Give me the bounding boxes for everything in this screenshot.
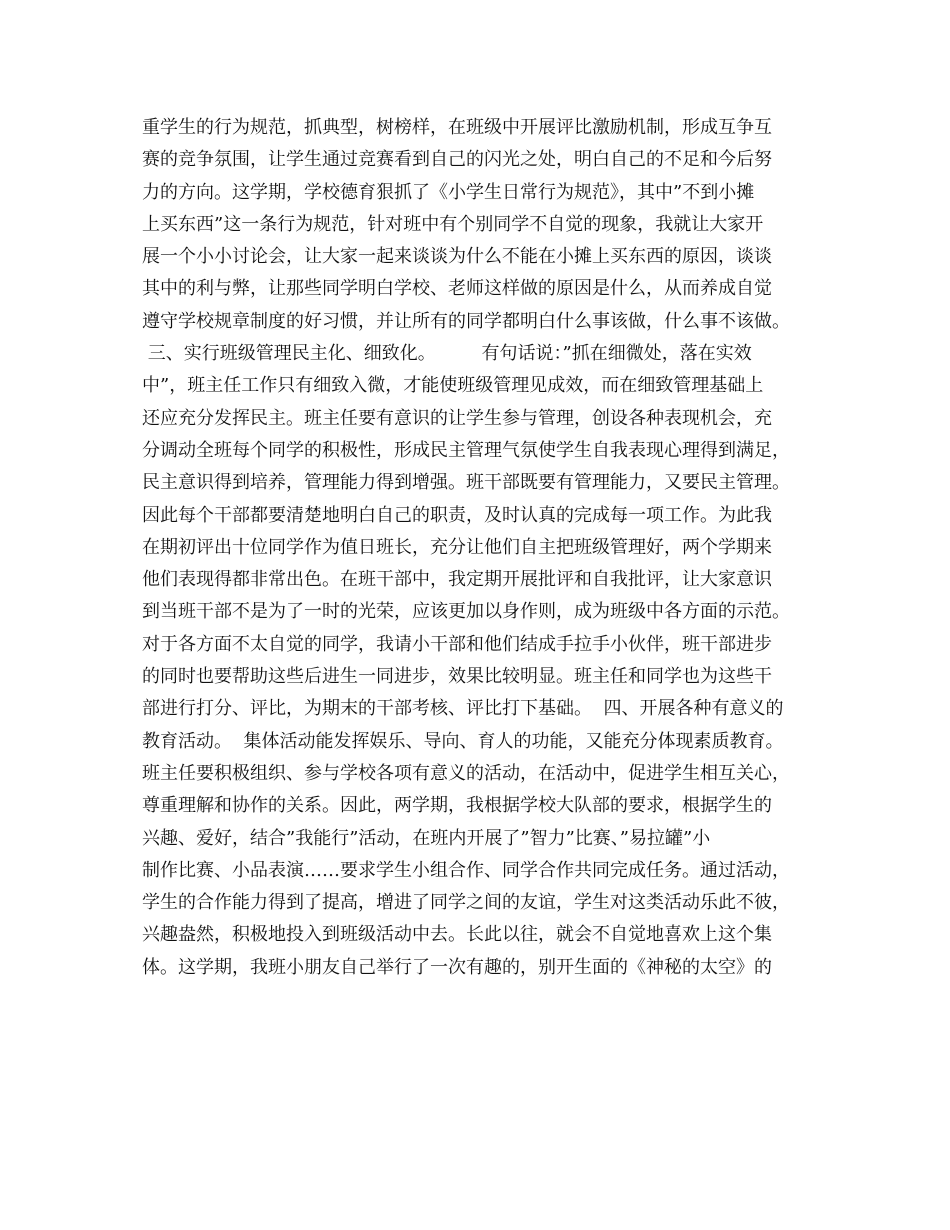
text-line: 教育活动。 集体活动能发挥娱乐、导向、育人的功能，又能充分体现素质教育。 [142, 730, 784, 752]
text-line: 体。这学期，我班小朋友自己举行了一次有趣的，别开生面的《神秘的太空》的 [142, 956, 772, 978]
text-line: 学生的合作能力得到了提高，增进了同学之间的友谊，学生对这类活动乐此不彼， [142, 892, 790, 914]
text-line: 力的方向。这学期，学校德育狠抓了《小学生日常行为规范》，其中”不到小摊 [142, 181, 755, 203]
text-line: 班主任要积极组织、参与学校各项有意义的活动，在活动中，促进学生相互关心， [142, 762, 790, 784]
text-line: 在期初评出十位同学作为值日班长，充分让他们自主把班级管理好，两个学期来 [142, 536, 772, 558]
section-heading-line: 部进行打分、评比，为期末的干部考核、评比打下基础。 四、开展各种有意义的 [142, 698, 784, 720]
text-line: 兴趣、爱好，结合”我能行”活动，在班内开展了”智力”比赛、”易拉罐”小 [142, 827, 711, 849]
text-line: 的同时也要帮助这些后进生一同进步，效果比较明显。班主任和同学也为这些干 [142, 666, 772, 688]
text-line: 其中的利与弊，让那些同学明白学校、老师这样做的原因是什么，从而养成自觉 [142, 278, 772, 300]
text-line: 他们表现得都非常出色。在班干部中，我定期开展批评和自我批评，让大家意识 [142, 569, 772, 591]
text-line: 展一个小小讨论会，让大家一起来谈谈为什么不能在小摊上买东西的原因，谈谈 [142, 246, 772, 268]
text-line: 兴趣盎然，积极地投入到班级活动中去。长此以往，就会不自觉地喜欢上这个集 [142, 924, 772, 946]
section-heading-line: 三、实行班级管理民主化、细致化。 有句话说：”抓在细微处，落在实效 [142, 343, 752, 365]
text-line: 遵守学校规章制度的好习惯，并让所有的同学都明白什么事该做，什么事不该做。 [142, 310, 790, 332]
text-line: 重学生的行为规范，抓典型，树榜样，在班级中开展评比激励机制，形成互争互 [142, 117, 772, 138]
text-line: 对于各方面不太自觉的同学，我请小干部和他们结成手拉手小伙伴，班干部进步 [142, 633, 772, 655]
text-line: 分调动全班每个同学的积极性，形成民主管理气氛使学生自我表现心理得到满足， [142, 439, 790, 461]
text-line: 尊重理解和协作的关系。因此，两学期，我根据学校大队部的要求，根据学生的 [142, 795, 772, 817]
text-line: 因此每个干部都要清楚地明白自己的职责，及时认真的完成每一项工作。为此我 [142, 504, 772, 526]
text-line: 还应充分发挥民主。班主任要有意识的让学生参与管理，创设各种表现机会，充 [142, 407, 772, 429]
body-text [142, 112, 822, 984]
text-line: 民主意识得到培养，管理能力得到增强。班干部既要有管理能力，又要民主管理。 [142, 472, 790, 494]
text-line: 到当班干部不是为了一时的光荣，应该更加以身作则，成为班级中各方面的示范。 [142, 601, 790, 623]
text-line: 中”，班主任工作只有细致入微，才能使班级管理见成效，而在细致管理基础上 [142, 375, 764, 397]
text-line: 上买东西”这一条行为规范，针对班中有个别同学不自觉的现象，我就让大家开 [142, 213, 764, 235]
text-line: 制作比赛、小品表演……要求学生小组合作、同学合作共同完成任务。通过活动， [142, 859, 790, 881]
text-line: 赛的竞争氛围，让学生通过竞赛看到自己的闪光之处，明白自己的不足和今后努 [142, 149, 772, 171]
